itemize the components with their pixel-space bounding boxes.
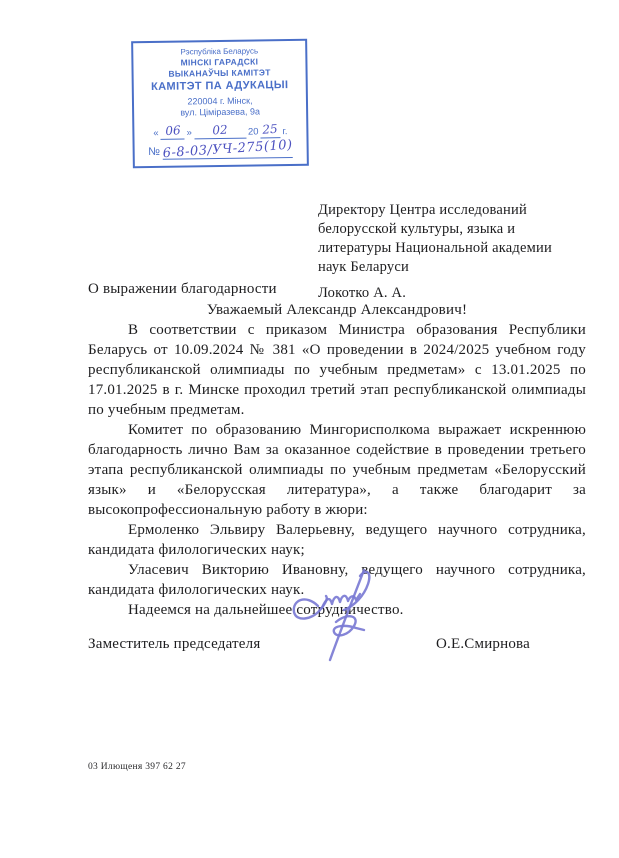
closing-paragraph: Надеемся на дальнейшее сотрудничество. [128, 602, 404, 618]
stamp-date-open-quote: « [153, 127, 159, 139]
stamp-date-suffix: г. [282, 125, 288, 137]
addressee-line: Директору Центра исследований [318, 202, 527, 218]
stamp-org-line2: ВЫКАНАЎЧЫ КАМІТЭТ [168, 66, 271, 79]
body-paragraph: В соответствии с приказом Министра образования Республики Беларусь от 10.09.2024 № 381 «О проведении в 2024/2025 учебном году республиканской олимпиады по учебным предметам» с 13.01.2025 по 17.01.2025 в г. Минске проходил третий этап республиканской олимпиады по учебным предметам. [88, 322, 586, 418]
subject-line: О выражении благодарности [88, 281, 277, 297]
signer-position: Заместитель председателя [88, 636, 261, 652]
addressee-line: белорусской культуры, языка и [318, 221, 516, 237]
stamp-number-handwritten: 6-8-03/УЧ-275(10) [162, 137, 294, 161]
official-stamp [131, 39, 309, 168]
jury-member-paragraph: Ермоленко Эльвиру Валерьевну, ведущего научного сотрудника, кандидата филологических наук; [88, 522, 586, 558]
addressee-block [318, 201, 568, 303]
salutation: Уважаемый Александр Александрович! [206, 302, 468, 318]
executor-footer: 03 Илющеня 397 62 27 [88, 762, 186, 772]
addressee-line: литературы Национальной академии [318, 240, 552, 256]
addressee-name: Локотко А. А. [318, 285, 407, 301]
addressee-line: наук Беларуси [318, 259, 409, 275]
stamp-committee: КАМІТЭТ ПА АДУКАЦЫІ [150, 79, 289, 94]
stamp-address-line2: вул. Ціміразева, 9а [180, 106, 261, 118]
stamp-date-close-quote: » [186, 127, 193, 139]
stamp-number-line [139, 139, 303, 160]
signature-row [88, 634, 586, 654]
jury-member-paragraph: Уласевич Викторию Ивановну, ведущего научного сотрудника, кандидата филологических наук. [88, 562, 586, 598]
stamp-date-line [138, 121, 302, 139]
stamp-address-line1: 220004 г. Мінск, [187, 95, 253, 107]
stamp-date-month-handwritten: 02 [211, 122, 228, 137]
stamp-date-year-handwritten: 25 [262, 121, 279, 137]
stamp-org-line1: МІНСКІ ГАРАДСКІ [180, 56, 259, 68]
letter-body [88, 300, 586, 654]
stamp-country: Рэспубліка Беларусь [180, 46, 259, 57]
stamp-date-century: 20 [247, 126, 259, 138]
stamp-number-label: № [148, 145, 161, 159]
stamp-date-day-handwritten: 06 [164, 122, 181, 138]
body-paragraph: Комитет по образованию Мингорисполкома выражает искреннюю благодарность лично Вам за оказанное содействие в проведении третьего этапа республиканской олимпиады по учебным предметам «Белорусский язык» и «Белорусская литература», а также благодарит за высокопрофессиональную работу в жюри: [88, 422, 586, 518]
signer-name: О.Е.Смирнова [436, 636, 530, 652]
